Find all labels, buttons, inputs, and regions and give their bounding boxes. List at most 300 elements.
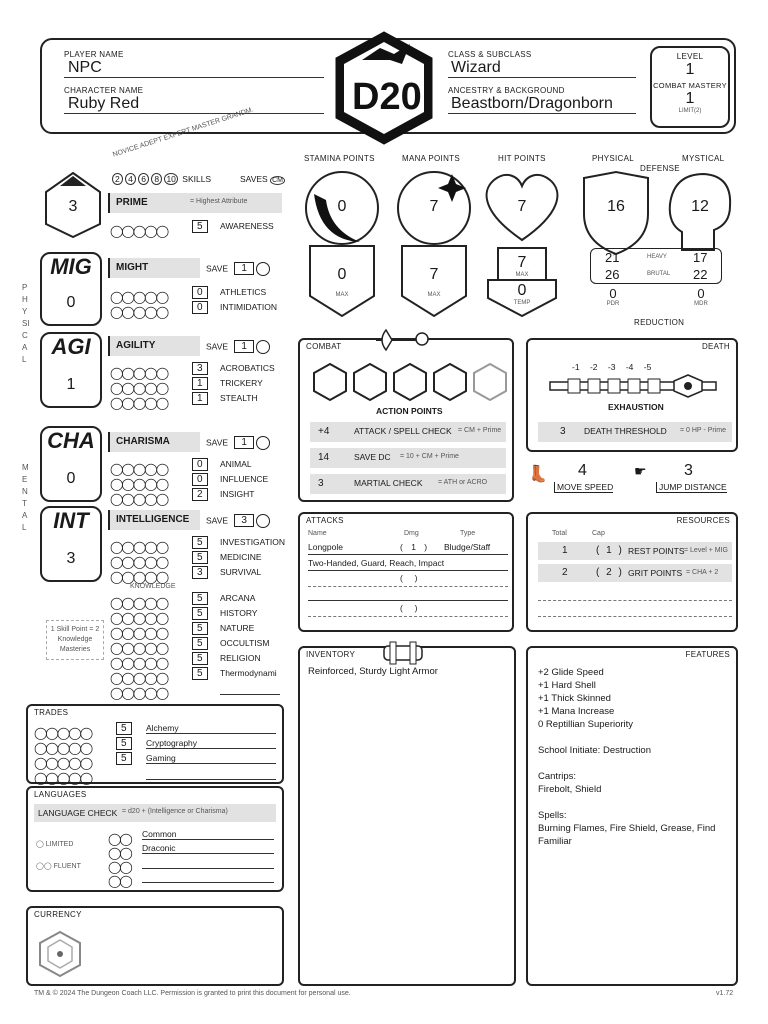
resources-col-total: Total <box>552 530 567 537</box>
agility-skills <box>110 362 290 410</box>
features-label: FEATURES <box>685 650 730 659</box>
trade-value[interactable]: 5 <box>116 737 132 750</box>
footer-version: v1.72 <box>716 990 734 997</box>
brutal-pd[interactable]: 26 <box>605 267 620 282</box>
grit-points-total[interactable]: 2 <box>562 567 568 578</box>
trades-label: TRADES <box>34 708 69 717</box>
limited-label <box>36 840 73 848</box>
trade-pips[interactable]: ◯◯◯◯◯ <box>34 756 92 770</box>
intelligence-save <box>206 514 270 528</box>
knowledge-row-occultism <box>110 637 290 655</box>
prime-label: PRIME <box>116 197 148 208</box>
level-label: LEVEL <box>676 52 704 61</box>
skill-value[interactable]: 1 <box>192 377 208 390</box>
mana-label: MANA POINTS <box>402 154 460 163</box>
mdr-badge <box>686 286 716 307</box>
exhaustion-level-2: -2 <box>589 362 598 372</box>
limited-text: LIMITED <box>45 841 74 848</box>
attack-check-label: ATTACK / SPELL CHECK <box>354 426 452 436</box>
skill-value[interactable]: 5 <box>192 637 208 650</box>
skill-name: INSIGHT <box>220 489 255 499</box>
skill-pips[interactable]: ◯◯◯◯◯ <box>110 686 168 700</box>
feature-line <box>538 757 734 770</box>
attack-properties[interactable]: Two-Handed, Guard, Reach, Impact <box>308 558 445 568</box>
exhaustion-label: EXHAUSTION <box>608 402 664 412</box>
feature-line: +2 Glide Speed <box>538 667 604 678</box>
heart-icon <box>478 170 566 320</box>
skill-value[interactable]: 0 <box>192 473 208 486</box>
skill-row-influence <box>110 473 290 491</box>
pdr-value[interactable]: 0 <box>609 286 617 301</box>
skill-value[interactable]: 0 <box>192 286 208 299</box>
grit-points-formula: = CHA + 2 <box>686 569 719 576</box>
class-field[interactable]: Wizard <box>448 59 636 78</box>
trade-pips[interactable]: ◯◯◯◯◯ <box>34 741 92 755</box>
skill-pips[interactable]: ◯◯◯◯◯ <box>110 555 168 569</box>
combat-mastery-label: COMBAT MASTERY <box>653 81 727 90</box>
agility-abbr: AGI <box>51 334 91 359</box>
rest-points-total[interactable]: 1 <box>562 545 568 556</box>
awareness-value[interactable]: 5 <box>192 220 208 233</box>
language-pips[interactable]: ◯◯ <box>108 874 131 888</box>
martial-check-formula: = ATH or ACRO <box>438 479 488 486</box>
mana-icon <box>392 170 476 320</box>
level-block <box>650 46 730 128</box>
legend-adept: ADEPT <box>139 136 164 150</box>
skill-row-intimidation <box>110 301 290 319</box>
skill-row-trickery <box>110 377 290 395</box>
legend-grandmaster: GRANDM. <box>220 106 255 124</box>
skill-name: INVESTIGATION <box>220 537 286 547</box>
skill-row-animal <box>110 458 290 476</box>
agility-label: AGILITY <box>116 340 156 351</box>
pdr-label: PDR <box>606 301 620 307</box>
action-point-5 <box>474 364 506 400</box>
skill-pips[interactable]: ◯◯◯◯◯ <box>110 305 168 319</box>
defense-physical-label: PHYSICAL <box>592 154 634 163</box>
language-pips[interactable]: ◯◯ <box>108 832 131 846</box>
inventory-panel <box>298 646 516 986</box>
trade-pips[interactable]: ◯◯◯◯◯ <box>34 726 92 740</box>
hp-max[interactable]: 7 <box>517 254 527 271</box>
feature-line <box>538 796 734 809</box>
d20-logo <box>332 30 436 146</box>
legend-skills: SKILLS <box>182 174 212 184</box>
language-name[interactable]: Common <box>142 829 274 840</box>
grit-points-row <box>538 564 732 582</box>
attack-check-value[interactable]: +4 <box>318 426 330 437</box>
legend-num-6: 6 <box>138 173 149 185</box>
exhaustion-level-4: -4 <box>625 362 634 372</box>
stamina-current[interactable]: 0 <box>337 198 347 215</box>
skill-row-medicine <box>110 551 290 569</box>
trades-panel <box>26 704 284 784</box>
skill-value[interactable]: 2 <box>192 488 208 501</box>
attack-row-4 <box>308 586 508 601</box>
language-pips[interactable]: ◯◯ <box>108 860 131 874</box>
skill-pips[interactable]: ◯◯◯◯◯ <box>110 477 168 491</box>
stamina-label: STAMINA POINTS <box>304 154 375 163</box>
fluent-label <box>36 862 81 870</box>
move-speed-label: MOVE SPEED <box>554 482 613 493</box>
agility-save-cm-icon[interactable] <box>256 340 270 354</box>
charisma-value[interactable]: 0 <box>66 470 76 487</box>
knowledge-row-arcana <box>110 592 290 610</box>
rest-points-cap-bracket[interactable]: ( 1 ) <box>596 545 622 556</box>
intelligence-value[interactable]: 3 <box>66 550 76 567</box>
martial-check-row <box>310 474 506 494</box>
axe-icon <box>372 328 432 352</box>
trade-name[interactable]: Alchemy <box>146 723 276 734</box>
skill-value[interactable]: 5 <box>192 652 208 665</box>
inventory-label: INVENTORY <box>306 650 356 659</box>
pd-value[interactable]: 16 <box>607 198 625 215</box>
death-label: DEATH <box>701 342 730 351</box>
awareness-pips[interactable]: ◯◯◯◯◯ <box>110 224 168 238</box>
language-name[interactable]: Draconic <box>142 843 274 854</box>
agility-save-value[interactable]: 1 <box>234 340 254 353</box>
intelligence-save-value[interactable]: 3 <box>234 514 254 527</box>
legend-expert: EXPERT <box>162 126 192 143</box>
grit-points-label: GRIT POINTS <box>628 568 683 578</box>
heavy-label: HEAVY <box>647 254 667 260</box>
attack-check-row <box>310 422 506 442</box>
skill-value[interactable]: 5 <box>192 536 208 549</box>
skill-pips[interactable]: ◯◯◯◯◯ <box>110 381 168 395</box>
save-dc-row <box>310 448 506 468</box>
rest-points-formula: = Level + MIG <box>684 547 728 554</box>
languages-panel <box>26 786 284 892</box>
player-name-block <box>64 50 324 78</box>
empty-language-line[interactable] <box>142 868 274 869</box>
awareness-label: AWARENESS <box>220 221 274 231</box>
stamina-max-label: MAX <box>335 292 349 298</box>
fluent-text: FLUENT <box>53 863 81 870</box>
shield-icon <box>578 170 654 256</box>
might-label: MIGHT <box>116 262 149 273</box>
attacks-label: ATTACKS <box>306 516 344 525</box>
defense-mystical-label: MYSTICAL <box>682 154 725 163</box>
skill-value[interactable]: 5 <box>192 551 208 564</box>
charisma-abbr: CHA <box>47 428 95 453</box>
skill-pips[interactable]: ◯◯◯◯◯ <box>110 671 168 685</box>
agility-save-label: SAVE <box>206 341 229 352</box>
might-save-cm-icon[interactable] <box>256 262 270 276</box>
attack-row-2 <box>308 556 508 571</box>
resources-label: RESOURCES <box>676 516 730 525</box>
skill-name: MEDICINE <box>220 552 262 562</box>
trade-row <box>34 722 280 740</box>
skill-value[interactable]: 0 <box>192 458 208 471</box>
grit-points-cap-bracket[interactable]: ( 2 ) <box>596 567 622 578</box>
trade-name[interactable]: Cryptography <box>146 738 276 749</box>
ancestry-label: ANCESTRY & BACKGROUND <box>448 86 565 95</box>
legend-num-2: 2 <box>112 173 123 185</box>
save-dc-formula: = 10 + CM + Prime <box>400 453 459 460</box>
intelligence-attr-box <box>40 506 102 582</box>
knowledge-row-empty <box>110 682 290 700</box>
jump-distance-value[interactable]: 3 <box>684 462 693 479</box>
empty-trade-line[interactable] <box>146 779 276 780</box>
resources-col-cap: Cap <box>592 530 605 537</box>
language-check-label: LANGUAGE CHECK <box>38 808 118 818</box>
death-threshold-formula: = 0 HP - Prime <box>680 427 726 434</box>
combat-label: COMBAT <box>306 342 342 351</box>
intelligence-skills <box>110 536 290 584</box>
skill-pips[interactable]: ◯◯◯◯◯ <box>110 462 168 476</box>
hp-temp[interactable]: 0 <box>517 282 527 299</box>
attacks-col-type: Type <box>460 530 476 537</box>
action-points-row <box>310 362 510 402</box>
defense-label: DEFENSE <box>640 164 680 173</box>
level-value[interactable]: 1 <box>685 61 695 78</box>
legend-num-8: 8 <box>151 173 162 185</box>
feature-line: School Initiate: Destruction <box>538 745 652 756</box>
jump-distance-box <box>634 460 738 494</box>
brutal-md[interactable]: 22 <box>693 267 708 282</box>
hit-points-label: HIT POINTS <box>498 154 546 163</box>
skill-pips[interactable]: ◯◯◯◯◯ <box>110 492 168 506</box>
intelligence-save-cm-icon[interactable] <box>256 514 270 528</box>
combat-mastery-value[interactable]: 1 <box>685 90 695 107</box>
skill-value[interactable]: 1 <box>192 392 208 405</box>
rest-points-cap[interactable]: 1 <box>606 545 612 556</box>
skill-pips[interactable]: ◯◯◯◯◯ <box>110 596 168 610</box>
attack-dmg-bracket[interactable]: ( ) <box>400 603 418 613</box>
charisma-label: CHARISMA <box>116 436 170 447</box>
ancestry-field[interactable]: Beastborn/Dragonborn <box>448 95 636 114</box>
stamina-icon <box>300 170 384 320</box>
legend-master: MASTER <box>191 117 222 133</box>
language-row-empty <box>108 870 278 888</box>
currency-panel[interactable] <box>26 906 284 986</box>
md-value[interactable]: 12 <box>691 198 709 215</box>
charisma-bar <box>108 432 200 452</box>
attack-dmg-bracket[interactable]: ( 1 ) <box>400 542 428 552</box>
mana-max[interactable]: 7 <box>429 266 439 283</box>
attack-row-3 <box>308 572 508 587</box>
death-threshold-row <box>538 422 732 442</box>
trades-list <box>34 722 280 785</box>
resource-row-empty[interactable] <box>538 602 732 617</box>
player-name-field[interactable]: NPC <box>64 59 324 78</box>
skill-row-investigation <box>110 536 290 554</box>
fluent-pips: ◯◯ <box>36 863 54 870</box>
heavy-md[interactable]: 17 <box>693 250 708 265</box>
trade-row <box>34 737 280 755</box>
skill-pips[interactable]: ◯◯◯◯◯ <box>110 366 168 380</box>
skill-pips[interactable]: ◯◯◯◯◯ <box>110 626 168 640</box>
mana-max-label: MAX <box>427 292 441 298</box>
legend-saves <box>240 174 285 184</box>
feature-line: +1 Mana Increase <box>538 706 615 717</box>
skill-row-insight <box>110 488 290 506</box>
coin-icon <box>36 930 84 978</box>
reduction-label: REDUCTION <box>634 318 685 327</box>
trade-value[interactable]: 5 <box>116 722 132 735</box>
attack-name[interactable]: Longpole <box>308 542 343 552</box>
attacks-panel <box>298 512 514 632</box>
action-point-3 <box>394 364 426 400</box>
language-row <box>108 842 278 860</box>
ancestry-block <box>448 86 636 114</box>
skill-pips[interactable]: ◯◯◯◯◯ <box>110 540 168 554</box>
skill-pips[interactable]: ◯◯◯◯◯ <box>110 641 168 655</box>
move-speed-box <box>528 460 624 494</box>
hp-max-label: MAX <box>515 272 529 278</box>
limited-pip: ◯ <box>36 841 46 848</box>
charisma-save-cm-icon[interactable] <box>256 436 270 450</box>
exhaustion-level-1: -1 <box>572 362 580 372</box>
language-check-bar <box>34 804 276 822</box>
exhaustion-track[interactable] <box>548 374 718 398</box>
feature-line: Cantrips: <box>538 771 577 782</box>
attack-dmg[interactable]: 1 <box>411 542 416 552</box>
skill-row-stealth <box>110 392 290 410</box>
skill-name: INTIMIDATION <box>220 302 277 312</box>
mastery-legend <box>110 106 290 188</box>
character-name-block <box>64 86 324 114</box>
attack-dmg-bracket[interactable]: ( ) <box>400 573 418 583</box>
death-threshold-label: DEATH THRESHOLD <box>584 426 667 436</box>
skill-value[interactable]: 5 <box>192 622 208 635</box>
skill-pips[interactable]: ◯◯◯◯◯ <box>110 570 168 584</box>
feature-line: Burning Flames, Fire Shield, Grease, Find Familiar <box>538 823 716 847</box>
class-label: CLASS & SUBCLASS <box>448 50 532 59</box>
intelligence-save-label: SAVE <box>206 515 229 526</box>
logo-text: D20 <box>352 76 422 118</box>
exhaustion-levels <box>572 362 692 372</box>
character-name-field[interactable]: Ruby Red <box>64 95 324 114</box>
attack-type[interactable]: Bludge/Staff <box>444 542 491 552</box>
boot-icon: 👢 <box>528 464 548 483</box>
knowledge-row-nature <box>110 622 290 640</box>
charisma-save-value[interactable]: 1 <box>234 436 254 449</box>
legend-cm-badge: CM <box>272 177 283 184</box>
trade-pips[interactable]: ◯◯◯◯◯ <box>34 771 92 785</box>
combat-mastery-limit: LIMIT(2) <box>678 108 702 114</box>
legend-saves-label: SAVES <box>240 174 268 184</box>
mastery-numbers <box>112 174 211 184</box>
defense-thresholds <box>590 248 722 284</box>
exhaustion-level-5: -5 <box>643 362 652 372</box>
feature-line <box>538 731 734 744</box>
skill-value[interactable]: 5 <box>192 607 208 620</box>
agility-bar <box>108 336 200 356</box>
inventory-text[interactable]: Reinforced, Sturdy Light Armor <box>308 666 438 677</box>
mana-current[interactable]: 7 <box>429 198 439 215</box>
skill-row-acrobatics <box>110 362 290 380</box>
skill-name: OCCULTISM <box>220 638 270 648</box>
knowledge-note: 1 Skill Point = 2 Knowledge Masteries <box>46 620 104 660</box>
prime-value[interactable]: 3 <box>68 198 78 215</box>
might-save-value[interactable]: 1 <box>234 262 254 275</box>
skill-value[interactable]: 3 <box>192 566 208 579</box>
knowledge-row-religion <box>110 652 290 670</box>
move-speed-value[interactable]: 4 <box>578 462 587 479</box>
agility-save <box>206 340 270 354</box>
trade-name[interactable]: Gaming <box>146 753 276 764</box>
currency-label: CURRENCY <box>34 910 82 919</box>
jump-icon: ☛ <box>634 464 647 480</box>
stamina-max[interactable]: 0 <box>337 266 347 283</box>
charisma-save-label: SAVE <box>206 437 229 448</box>
skill-name: RELIGION <box>220 653 261 663</box>
language-pips[interactable]: ◯◯ <box>108 846 131 860</box>
skill-value[interactable]: 3 <box>192 362 208 375</box>
skill-row-athletics <box>110 286 290 304</box>
knowledge-row-custom <box>110 667 290 685</box>
death-threshold-value[interactable]: 3 <box>560 426 566 437</box>
save-dc-label: SAVE DC <box>354 452 391 462</box>
legend-novice: NOVICE <box>112 143 140 159</box>
knowledge-row-history <box>110 607 290 625</box>
rest-points-label: REST POINTS <box>628 546 685 556</box>
skill-pips[interactable]: ◯◯◯◯◯ <box>110 611 168 625</box>
might-bar <box>108 258 200 278</box>
might-abbr: MIG <box>50 254 92 279</box>
feature-line: Firebolt, Shield <box>538 784 602 795</box>
martial-check-value[interactable]: 3 <box>318 478 324 489</box>
skill-pips[interactable]: ◯◯◯◯◯ <box>110 656 168 670</box>
skill-value[interactable]: 5 <box>192 667 208 680</box>
attack-row-1 <box>308 540 508 555</box>
feature-line: Spells: <box>538 810 567 821</box>
attacks-col-name: Name <box>308 530 327 537</box>
language-row-empty <box>108 856 278 874</box>
features-list[interactable] <box>538 666 734 848</box>
death-panel <box>526 338 738 452</box>
heavy-pd[interactable]: 21 <box>605 250 620 265</box>
skill-name: STEALTH <box>220 393 258 403</box>
features-panel <box>526 646 738 986</box>
trade-value[interactable]: 5 <box>116 752 132 765</box>
skill-name: ARCANA <box>220 593 256 603</box>
languages-label: LANGUAGES <box>34 790 87 799</box>
skill-value[interactable]: 5 <box>192 592 208 605</box>
attack-row-5 <box>308 602 508 617</box>
combat-panel <box>298 338 514 502</box>
empty-language-line[interactable] <box>142 882 274 883</box>
mdr-value[interactable]: 0 <box>697 286 705 301</box>
might-value[interactable]: 0 <box>66 294 76 311</box>
hp-temp-label: TEMP <box>513 300 531 306</box>
language-check-formula: = d20 + (Intelligence or Charisma) <box>122 808 228 815</box>
rest-points-row <box>538 542 732 560</box>
pdr-badge <box>598 286 628 307</box>
physical-side-label: PHYSICAL <box>22 283 30 364</box>
agility-value[interactable]: 1 <box>66 376 76 393</box>
skill-name[interactable]: Thermodynami <box>220 668 277 678</box>
grit-points-cap[interactable]: 2 <box>606 567 612 578</box>
agility-attr-box <box>40 332 102 408</box>
skill-pips[interactable]: ◯◯◯◯◯ <box>110 396 168 410</box>
save-dc-value[interactable]: 14 <box>318 452 330 463</box>
language-list <box>108 828 278 888</box>
action-points-label: ACTION POINTS <box>376 406 443 416</box>
mental-side-label: MENTAL <box>22 463 29 532</box>
skill-value[interactable]: 0 <box>192 301 208 314</box>
prime-diamond <box>44 172 102 238</box>
class-block <box>448 50 636 78</box>
skill-pips[interactable]: ◯◯◯◯◯ <box>110 290 168 304</box>
hp-current[interactable]: 7 <box>517 198 527 215</box>
might-save-label: SAVE <box>206 263 229 274</box>
action-point-1 <box>314 364 346 400</box>
resource-row-empty[interactable] <box>538 586 732 601</box>
language-row <box>108 828 278 846</box>
empty-skill-line[interactable] <box>220 694 280 695</box>
